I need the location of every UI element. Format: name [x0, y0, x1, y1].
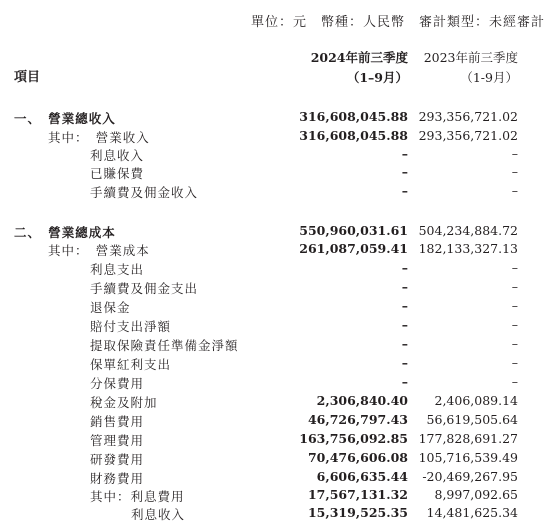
value-2024: –	[401, 336, 408, 351]
column-header-2023	[424, 48, 518, 88]
value-2023: –	[511, 374, 518, 389]
row-label: 財務費用	[90, 471, 145, 486]
row-label: 稅金及附加	[90, 395, 158, 410]
table-row-interest-expense	[0, 260, 554, 279]
value-2024: 316,608,045.88	[299, 128, 408, 143]
row-label: 管理費用	[90, 433, 145, 448]
value-2024: –	[401, 164, 408, 179]
value-2024: –	[401, 260, 408, 275]
row-label: 利息收入	[90, 148, 145, 163]
column-header-2024-period: （1–9月）	[346, 70, 408, 85]
row-label: 其中： 營業收入	[48, 130, 150, 145]
table-row-interest-cost	[0, 487, 554, 506]
value-2024: 316,608,045.88	[299, 109, 408, 124]
value-2023: 504,234,884.72	[418, 223, 518, 238]
value-2024: –	[401, 374, 408, 389]
table-row-fee-commission-expense	[0, 279, 554, 298]
value-2023: –	[511, 146, 518, 161]
value-2023: –	[511, 164, 518, 179]
column-header-2023-period: （1-9月）	[460, 70, 518, 85]
value-2023: 14,481,625.34	[426, 505, 518, 520]
table-row-net-claims	[0, 317, 554, 336]
table-row-earned-premiums	[0, 164, 554, 183]
table-row-finance-expenses	[0, 469, 554, 488]
value-2024: –	[401, 355, 408, 370]
value-2023: –	[511, 336, 518, 351]
value-2023: –	[511, 279, 518, 294]
value-2024: 46,726,797.43	[307, 412, 408, 427]
value-2024: 261,087,059.41	[299, 241, 408, 256]
value-2023: –	[511, 260, 518, 275]
value-2023: –	[511, 298, 518, 313]
row-label: 一、 營業總收入	[14, 111, 116, 126]
value-2024: –	[401, 279, 408, 294]
value-2023: 182,133,327.13	[418, 241, 518, 256]
value-2023: 293,356,721.02	[418, 128, 518, 143]
table-row-operating-revenue	[0, 128, 554, 147]
table-row-reinsurance-costs	[0, 374, 554, 393]
value-2024: –	[401, 298, 408, 313]
row-label: 研發費用	[90, 452, 145, 467]
row-label: 提取保險責任準備金淨額	[90, 338, 239, 353]
row-label: 分保費用	[90, 376, 145, 391]
row-label: 手續費及佣金收入	[90, 185, 199, 200]
table-row-insurance-reserve	[0, 336, 554, 355]
item-column-header: 項目	[14, 70, 41, 85]
value-2023: -20,469,267.95	[422, 469, 518, 484]
row-label: 利息收入	[131, 507, 186, 522]
row-label: 已賺保費	[90, 166, 145, 181]
table-row-interest-income-finance	[0, 505, 554, 524]
column-header-2024	[311, 48, 408, 88]
value-2024: –	[401, 183, 408, 198]
value-2023: 177,828,691.27	[418, 431, 518, 446]
row-label: 其中：利息費用	[90, 489, 185, 504]
row-label: 賠付支出淨額	[90, 319, 172, 334]
value-2023: 2,406,089.14	[434, 393, 518, 408]
table-row-operating-costs	[0, 241, 554, 260]
value-2023: 56,619,505.64	[426, 412, 518, 427]
table-row-taxes-surcharges	[0, 393, 554, 412]
table-row-total-operating-revenue	[0, 109, 554, 128]
value-2024: 17,567,131.32	[307, 487, 408, 502]
value-2024: –	[401, 317, 408, 332]
row-label: 銷售費用	[90, 414, 145, 429]
table-row-rd-expenses	[0, 450, 554, 469]
value-2023: 105,716,539.49	[418, 450, 518, 465]
value-2024: 550,960,031.61	[299, 223, 408, 238]
value-2024: 163,756,092.85	[299, 431, 408, 446]
value-2024: 70,476,606.08	[307, 450, 408, 465]
table-row-interest-income	[0, 146, 554, 165]
value-2024: –	[401, 146, 408, 161]
table-row-fee-commission-income	[0, 183, 554, 202]
row-label: 二、 營業總成本	[14, 225, 116, 240]
value-2024: 15,319,525.35	[307, 505, 408, 520]
table-row-policy-dividends	[0, 355, 554, 374]
value-2024: 6,606,635.44	[316, 469, 408, 484]
value-2023: –	[511, 183, 518, 198]
table-row-surrenders	[0, 298, 554, 317]
value-2023: 293,356,721.02	[418, 109, 518, 124]
row-label: 保單紅利支出	[90, 357, 172, 372]
table-row-selling-expenses	[0, 412, 554, 431]
table-row-admin-expenses	[0, 431, 554, 450]
row-label: 手續費及佣金支出	[90, 281, 199, 296]
column-header-2023-title: 2023年前三季度	[423, 50, 518, 65]
table-row-total-operating-costs	[0, 223, 554, 242]
row-label: 其中： 營業成本	[48, 243, 150, 258]
row-label: 利息支出	[90, 262, 145, 277]
value-2023: –	[511, 317, 518, 332]
value-2024: 2,306,840.40	[316, 393, 408, 408]
value-2023: 8,997,092.65	[434, 487, 518, 502]
column-header-2024-title: 2024年前三季度	[310, 50, 408, 65]
unit-currency-audit-line: 單位：元 幣種：人民幣 審計類型：未經審計	[250, 15, 545, 30]
value-2023: –	[511, 355, 518, 370]
row-label: 退保金	[90, 300, 131, 315]
